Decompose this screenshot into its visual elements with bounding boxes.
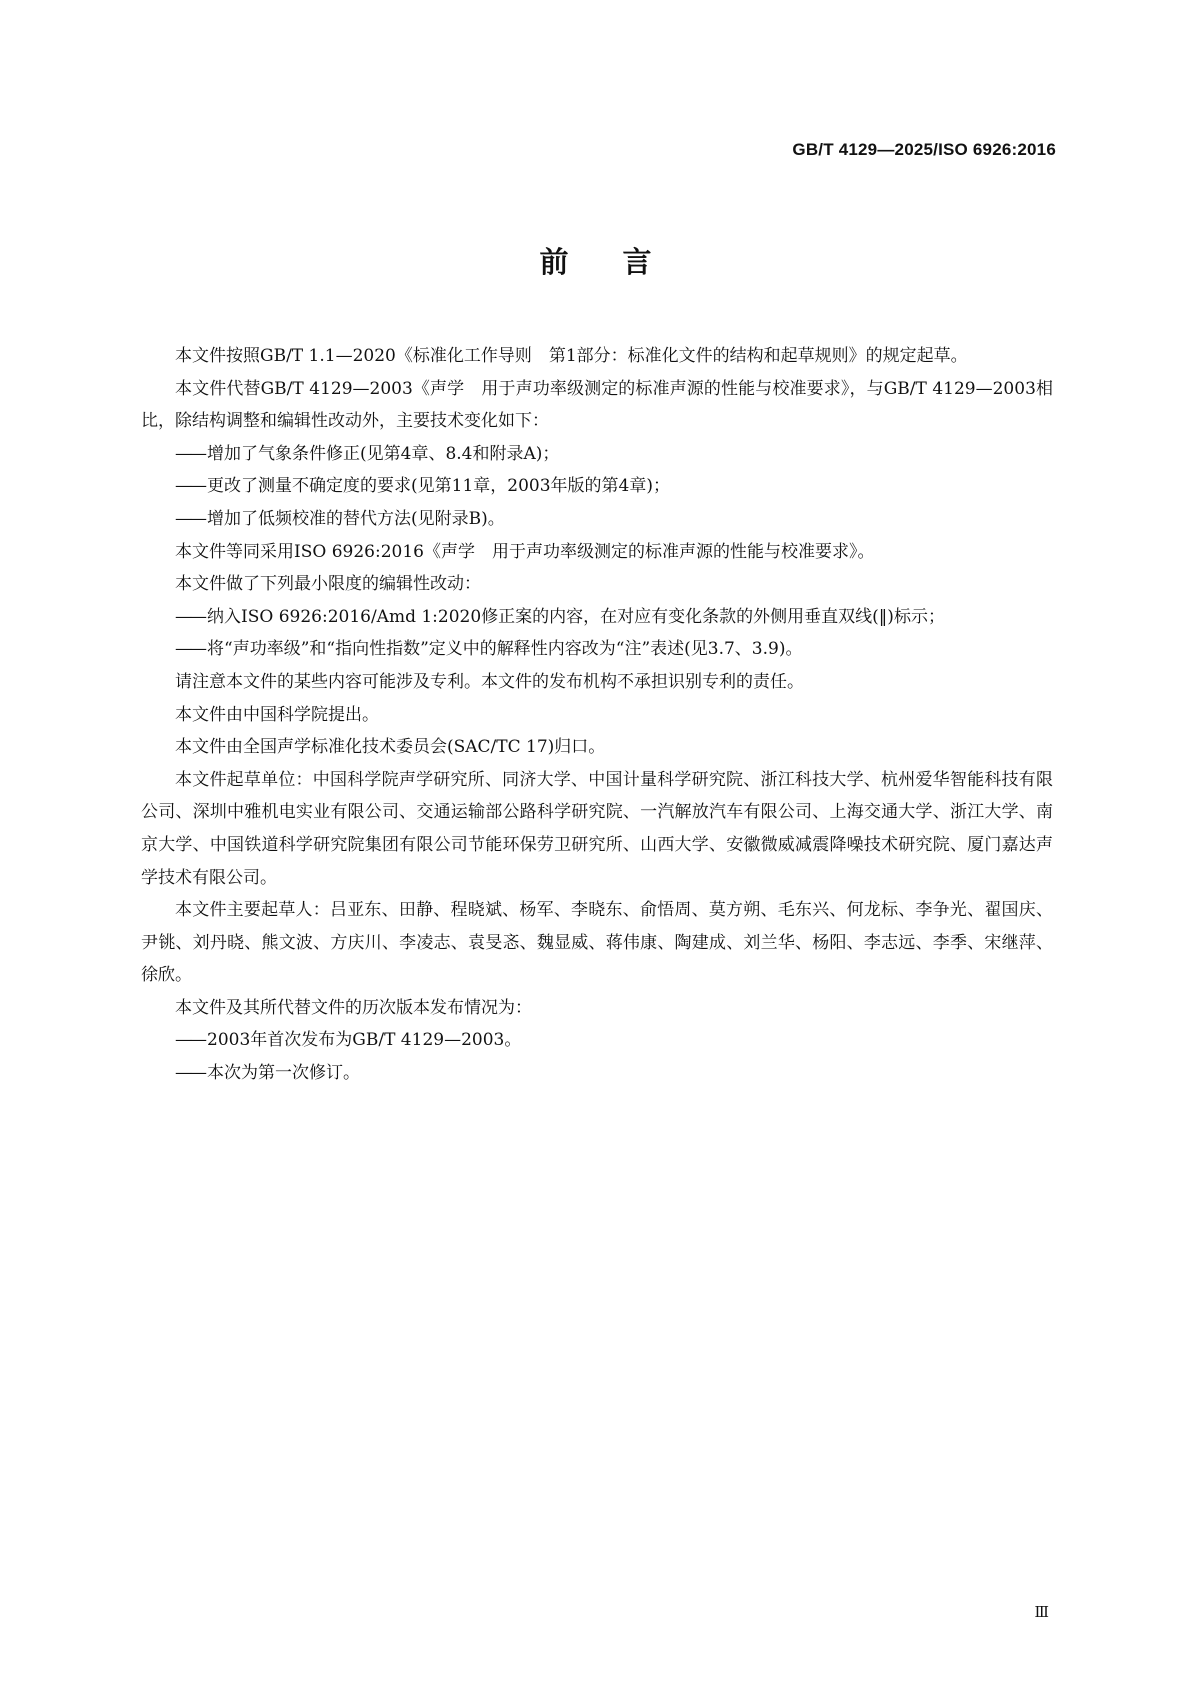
list-item	[141, 503, 1053, 536]
list-item	[141, 1057, 1053, 1090]
list-dash: ——	[175, 476, 205, 497]
paragraph: 本文件主要起草人：吕亚东、田静、程晓斌、杨军、李晓东、俞悟周、莫方朔、毛东兴、何龙标、李争光、翟国庆、尹铫、刘丹晓、熊文波、方庆川、李凌志、袁旻忞、魏显威、蒋伟康、陶建成、刘兰华、杨阳、李志远、李季、宋继萍、徐欣。	[141, 900, 1053, 986]
list-dash: ——	[175, 508, 205, 529]
preface-body	[141, 340, 1053, 1090]
paragraph: 本文件由全国声学标准化技术委员会(SAC/TC 17)归口。	[175, 737, 606, 758]
list-item	[141, 633, 1053, 666]
paragraph: 本文件及其所代替文件的历次版本发布情况为：	[175, 997, 532, 1018]
paragraph: 本文件按照GB/T 1.1—2020《标准化工作导则 第1部分：标准化文件的结构和起草规则》的规定起草。	[175, 346, 968, 366]
paragraph: 本文件由中国科学院提出。	[175, 704, 379, 725]
list-dash: ——	[175, 1063, 205, 1084]
list-item-text: 更改了测量不确定度的要求(见第11章，2003年版的第4章)；	[207, 476, 670, 497]
paragraph: 请注意本文件的某些内容可能涉及专利。本文件的发布机构不承担识别专利的责任。	[175, 671, 804, 692]
list-item-text: 2003年首次发布为GB/T 4129—2003。	[207, 1030, 522, 1051]
list-item	[141, 1024, 1053, 1057]
paragraph: 本文件代替GB/T 4129—2003《声学 用于声功率级测定的标准声源的性能与校准要求》，与GB/T 4129—2003相比，除结构调整和编辑性改动外，主要技术变化如下：	[141, 378, 1053, 432]
list-item	[141, 438, 1053, 471]
list-dash: ——	[175, 639, 205, 660]
list-item	[141, 601, 1053, 634]
page-title: 前言	[539, 245, 706, 279]
paragraph: 本文件做了下列最小限度的编辑性改动：	[175, 574, 481, 595]
list-item	[141, 470, 1053, 503]
paragraph: 本文件起草单位：中国科学院声学研究所、同济大学、中国计量科学研究院、浙江科技大学、杭州爱华智能科技有限公司、深圳中雅机电实业有限公司、交通运输部公路科学研究院、一汽解放汽车有限公司、上海交通大学、浙江大学、南京大学、中国铁道科学研究院集团有限公司节能环保劳卫研究所、山西大学、安徽微威减震降噪技术研究院、厦门嘉达声学技术有限公司。	[141, 769, 1053, 888]
list-dash: ——	[175, 606, 205, 627]
list-item-text: 将“声功率级”和“指向性指数”定义中的解释性内容改为“注”表述(见3.7、3.9)。	[207, 639, 803, 660]
list-item-text: 增加了气象条件修正(见第4章、8.4和附录A)；	[207, 443, 560, 464]
paragraph: 本文件等同采用ISO 6926:2016《声学 用于声功率级测定的标准声源的性能与校准要求》。	[175, 541, 875, 562]
document-code: GB/T 4129—2025/ISO 6926:2016	[792, 140, 1056, 159]
list-item-text: 增加了低频校准的替代方法(见附录B)。	[207, 508, 505, 529]
list-dash: ——	[175, 443, 205, 464]
list-item-text: 纳入ISO 6926:2016/Amd 1:2020修正案的内容，在对应有变化条款的外侧用垂直双线(‖)标示；	[207, 606, 945, 627]
list-dash: ——	[175, 1030, 205, 1051]
page-number: Ⅲ	[1034, 1603, 1049, 1621]
list-item-text: 本次为第一次修订。	[207, 1063, 360, 1084]
